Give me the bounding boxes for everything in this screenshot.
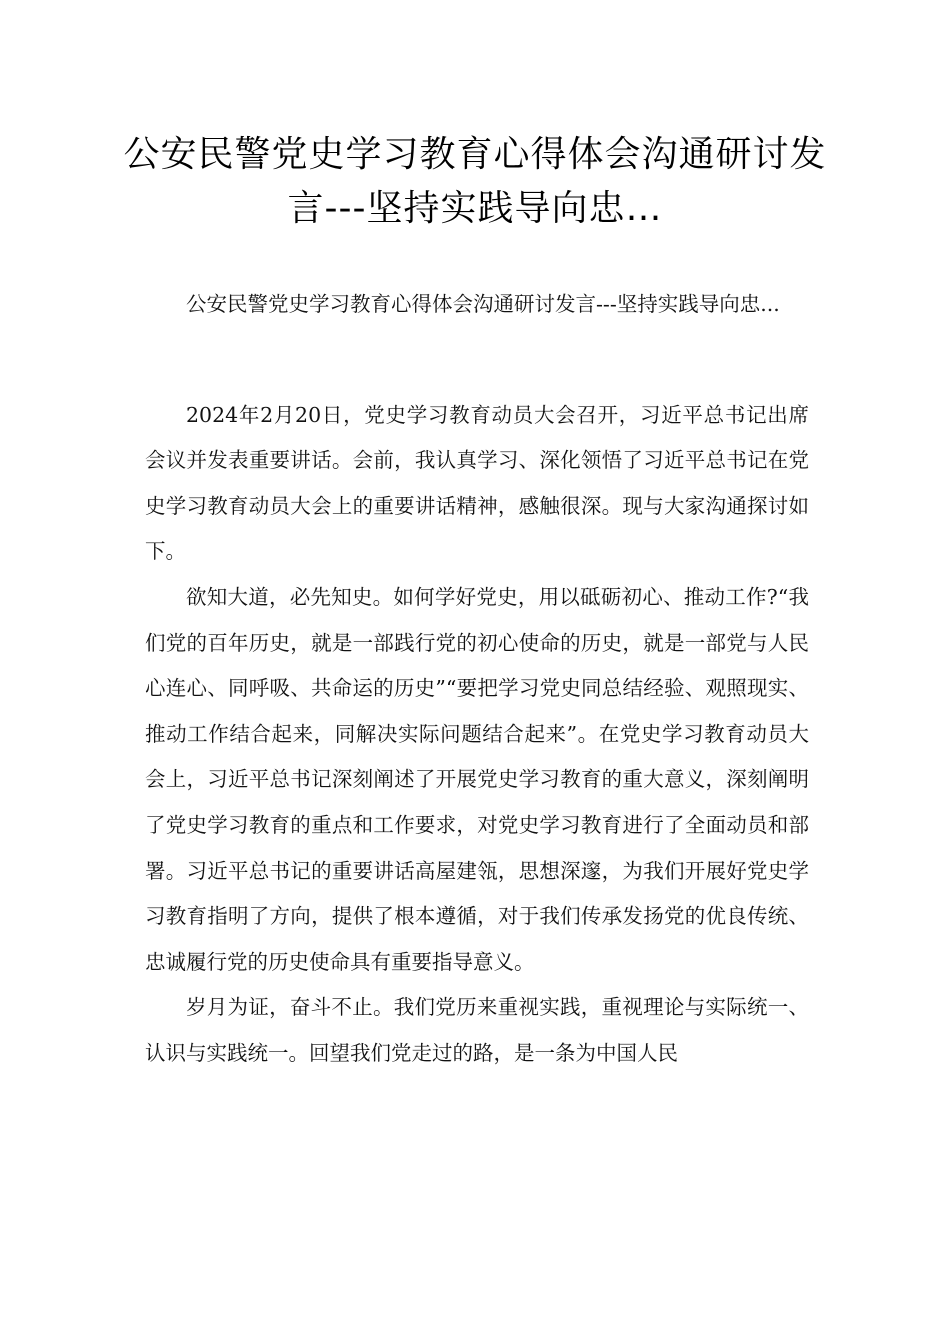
paragraph-3: 岁月为证，奋斗不止。我们党历来重视实践，重视理论与实际统一、认识与实践统一。回望我们党走过的路，是一条为中国人民 — [145, 995, 809, 1065]
document-title: 公安民警党史学习教育心得体会沟通研讨发言---坚持实践导向忠… — [123, 134, 827, 229]
paragraph-1: 2024年2月20日，党史学习教育动员大会召开，习近平总书记出席会议并发表重要讲话。会前，我认真学习、深化领悟了习近平总书记在党史学习教育动员大会上的重要讲话精神，感触很深。现与大家沟通探讨如下。 — [145, 402, 809, 564]
paragraph-2: 欲知大道，必先知史。如何学好党史，用以砥砺初心、推动工作?“我们党的百年历史，就是一部践行党的初心使命的历史，就是一部党与人民心连心、同呼吸、共命运的历史”“要把学习党史同总结经验、观照现实、推动工作结合起来，同解决实际问题结合起来”。在党史学习教育动员大会上，习近平总书记深刻阐述了开展党史学习教育的重大意义，深刻阐明了党史学习教育的重点和工作要求，对党史学习教育进行了全面动员和部署。习近平总书记的重要讲话高屋建瓴，思想深邃，为我们开展好党史学习教育指明了方向，提供了根本遵循，对于我们传承发扬党的优良传统、忠诚履行党的历史使命具有重要指导意义。 — [145, 584, 809, 974]
paragraph-subtitle: 公安民警党史学习教育心得体会沟通研讨发言---坚持实践导向忠... — [186, 292, 780, 316]
document-body — [145, 282, 809, 1077]
